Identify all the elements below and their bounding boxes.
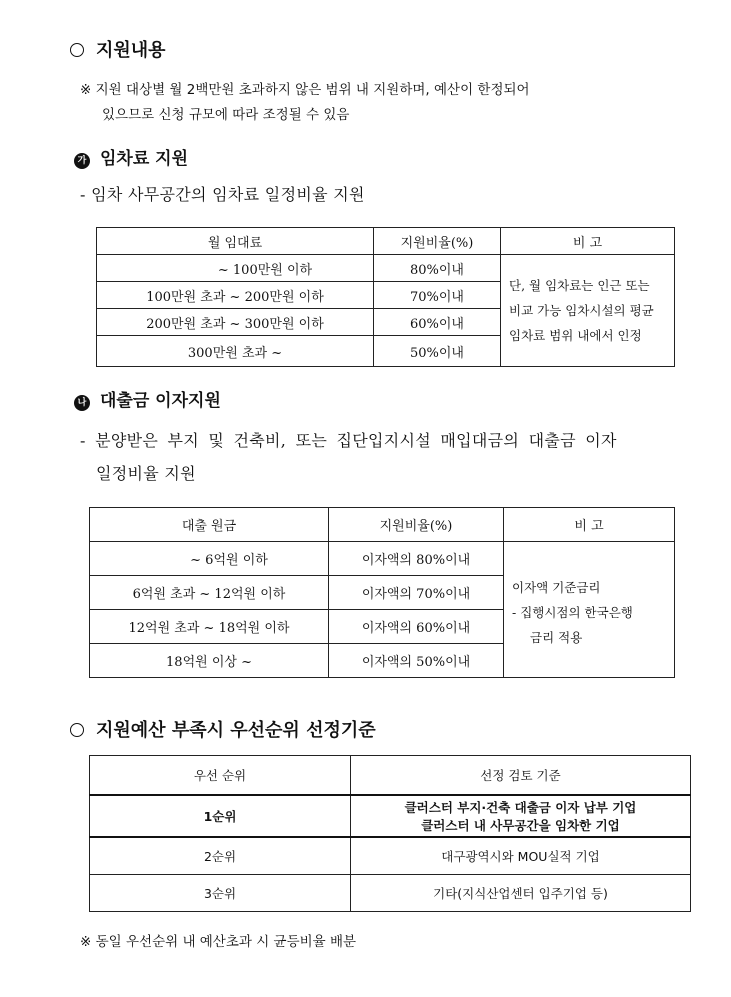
criteria-cell: 기타(지식산업센터 입주기업 등)	[351, 875, 691, 912]
rank-cell: 2순위	[90, 837, 351, 875]
range-cell: 12억원 초과 ~ 18억원 이하	[90, 610, 329, 644]
table-row	[90, 875, 691, 912]
range-cell: 200만원 초과 ~ 300만원 이하	[97, 309, 374, 336]
rate-cell: 이자액의 60%이내	[329, 610, 504, 644]
rate-cell: 60%이내	[374, 309, 501, 336]
subsection-title-loan	[74, 386, 221, 411]
remark-line: - 집행시점의 한국은행	[512, 605, 633, 620]
table-header: 우선 순위	[90, 756, 351, 796]
rank-cell: 3순위	[90, 875, 351, 912]
table-row	[90, 542, 675, 576]
loan-description-line-1: - 분양받은 부지 및 건축비, 또는 집단입지시설 매입대금의 대출금 이자	[80, 431, 617, 450]
table-header-row	[97, 228, 675, 255]
circle-bullet-icon	[70, 43, 84, 57]
loan-description-line-2: 일정비율 지원	[96, 464, 196, 483]
circled-ga-icon: 가	[74, 153, 90, 169]
rent-description: - 임차 사무공간의 임차료 일정비율 지원	[80, 185, 365, 204]
range-cell: 6억원 초과 ~ 12억원 이하	[90, 576, 329, 610]
note-equal-distribution	[80, 930, 356, 955]
table-row	[90, 795, 691, 837]
range-cell: 300만원 초과 ~	[97, 336, 374, 367]
circle-bullet-icon	[70, 723, 84, 737]
remark-line: 비교 가능 임차시설의 평균	[509, 303, 654, 318]
note-line-1: 지원 대상별 월 2백만원 초과하지 않은 범위 내 지원하며, 예산이 한정되어	[95, 82, 530, 98]
section-title-priority	[70, 716, 376, 742]
circled-na-icon: 나	[74, 395, 90, 411]
priority-table	[89, 755, 691, 912]
rate-cell: 80%이내	[374, 255, 501, 282]
table-row	[97, 255, 675, 282]
rate-cell: 이자액의 80%이내	[329, 542, 504, 576]
rank-cell: 1순위	[90, 795, 351, 837]
reference-mark-icon: ※	[80, 82, 92, 98]
criteria-line: 클러스터 부지·건축 대출금 이자 납부 기업	[404, 800, 637, 815]
remark-line: 단, 월 임차료는 인근 또는	[509, 278, 650, 293]
range-cell: ~ 6억원 이하	[90, 542, 329, 576]
remark-cell	[501, 255, 675, 367]
reference-mark-icon: ※	[80, 934, 92, 950]
loan-description	[80, 428, 700, 484]
criteria-cell: 대구광역시와 MOU실적 기업	[351, 837, 691, 875]
note-text: 동일 우선순위 내 예산초과 시 균등비율 배분	[95, 934, 357, 950]
rate-cell: 70%이내	[374, 282, 501, 309]
note-budget	[80, 78, 700, 128]
loan-interest-table	[89, 507, 675, 678]
table-row	[90, 837, 691, 875]
rent-support-table	[96, 227, 675, 367]
section-title-text: 지원내용	[96, 40, 166, 61]
rate-cell: 이자액의 50%이내	[329, 644, 504, 678]
table-header: 비 고	[504, 508, 675, 542]
table-header: 비 고	[501, 228, 675, 255]
table-header-row	[90, 756, 691, 796]
section-title-text: 지원예산 부족시 우선순위 선정기준	[96, 720, 376, 741]
criteria-line: 클러스터 내 사무공간을 임차한 기업	[421, 818, 620, 833]
rate-cell: 50%이내	[374, 336, 501, 367]
table-header: 지원비율(%)	[329, 508, 504, 542]
range-cell: ~ 100만원 이하	[97, 255, 374, 282]
section-title-support	[70, 36, 166, 62]
criteria-cell	[351, 795, 691, 837]
remark-line: 금리 적용	[530, 630, 583, 645]
table-header: 대출 원금	[90, 508, 329, 542]
table-header: 월 임대료	[97, 228, 374, 255]
table-header-row	[90, 508, 675, 542]
subsection-title-text: 대출금 이자지원	[100, 391, 221, 411]
subsection-title-rent	[74, 144, 188, 169]
range-cell: 18억원 이상 ~	[90, 644, 329, 678]
subsection-title-text: 임차료 지원	[100, 149, 189, 169]
table-header: 선정 검토 기준	[351, 756, 691, 796]
remark-cell	[504, 542, 675, 678]
range-cell: 100만원 초과 ~ 200만원 이하	[97, 282, 374, 309]
note-line-2: 있으므로 신청 규모에 따라 조정될 수 있음	[102, 107, 350, 123]
rate-cell: 이자액의 70%이내	[329, 576, 504, 610]
remark-line: 임차료 범위 내에서 인정	[509, 328, 642, 343]
remark-line: 이자액 기준금리	[512, 580, 601, 595]
table-header: 지원비율(%)	[374, 228, 501, 255]
